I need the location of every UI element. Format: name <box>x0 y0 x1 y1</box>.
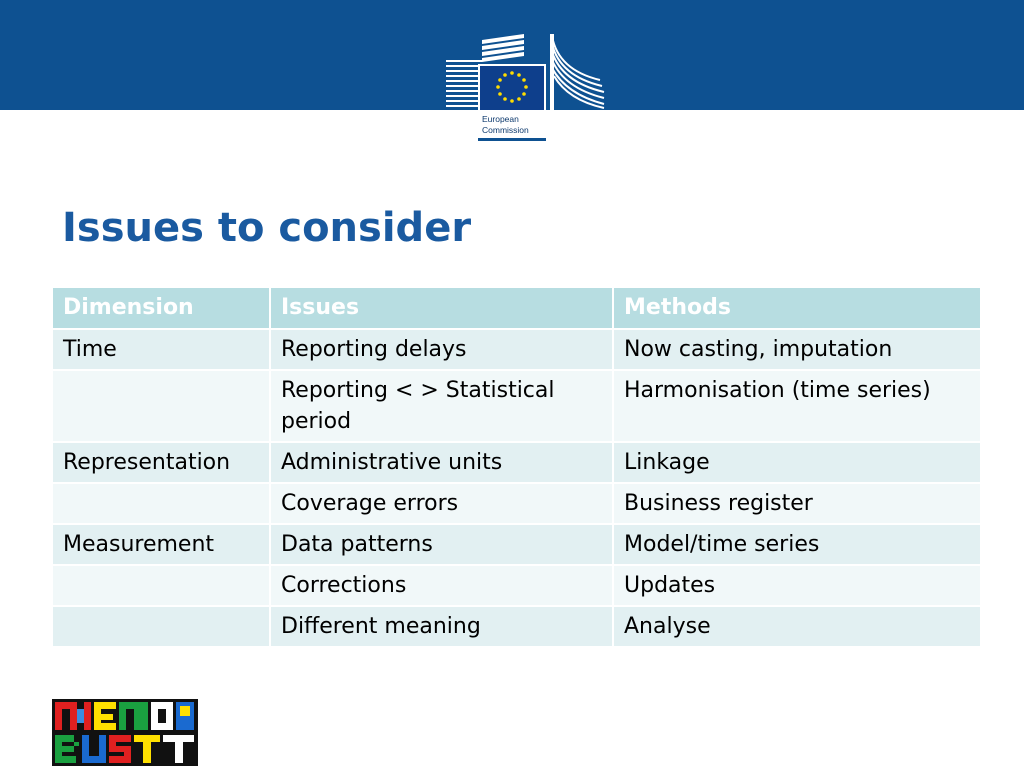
header-methods: Methods <box>613 287 981 329</box>
cell-method: Linkage <box>613 442 981 483</box>
table-row <box>52 370 981 442</box>
cell-method: Analyse <box>613 606 981 647</box>
cell-dimension <box>52 606 270 647</box>
cell-dimension <box>52 370 270 442</box>
cell-method: Harmonisation (time series) <box>613 370 981 442</box>
table-row <box>52 606 981 647</box>
cell-dimension: Measurement <box>52 524 270 565</box>
cell-method: Business register <box>613 483 981 524</box>
cell-method: Updates <box>613 565 981 606</box>
cell-issue: Data patterns <box>270 524 613 565</box>
header-issues: Issues <box>270 287 613 329</box>
table-row <box>52 483 981 524</box>
cell-dimension <box>52 565 270 606</box>
cell-dimension: Representation <box>52 442 270 483</box>
cell-issue: Different meaning <box>270 606 613 647</box>
ec-logo-underline <box>478 138 546 141</box>
issues-table <box>51 286 982 648</box>
cell-issue: Reporting < > Statistical period <box>270 370 613 442</box>
header-dimension: Dimension <box>52 287 270 329</box>
cell-dimension: Time <box>52 329 270 370</box>
ec-logo-text-line2: Commission <box>482 124 529 135</box>
ec-logo-text <box>482 114 529 135</box>
table-row <box>52 442 981 483</box>
cell-issue: Corrections <box>270 565 613 606</box>
european-commission-logo <box>440 30 610 146</box>
table-row <box>52 329 981 370</box>
table-row <box>52 524 981 565</box>
cell-issue: Reporting delays <box>270 329 613 370</box>
table-row <box>52 565 981 606</box>
ec-logo-text-line1: European <box>482 114 519 124</box>
cell-issue: Coverage errors <box>270 483 613 524</box>
cell-method: Now casting, imputation <box>613 329 981 370</box>
cell-method: Model/time series <box>613 524 981 565</box>
page-title: Issues to consider <box>62 205 472 251</box>
cell-dimension <box>52 483 270 524</box>
memobust-logo-icon <box>52 699 198 766</box>
cell-issue: Administrative units <box>270 442 613 483</box>
ec-building-icon <box>440 30 610 110</box>
table-header-row <box>52 287 981 329</box>
memobust-logo <box>52 699 198 766</box>
